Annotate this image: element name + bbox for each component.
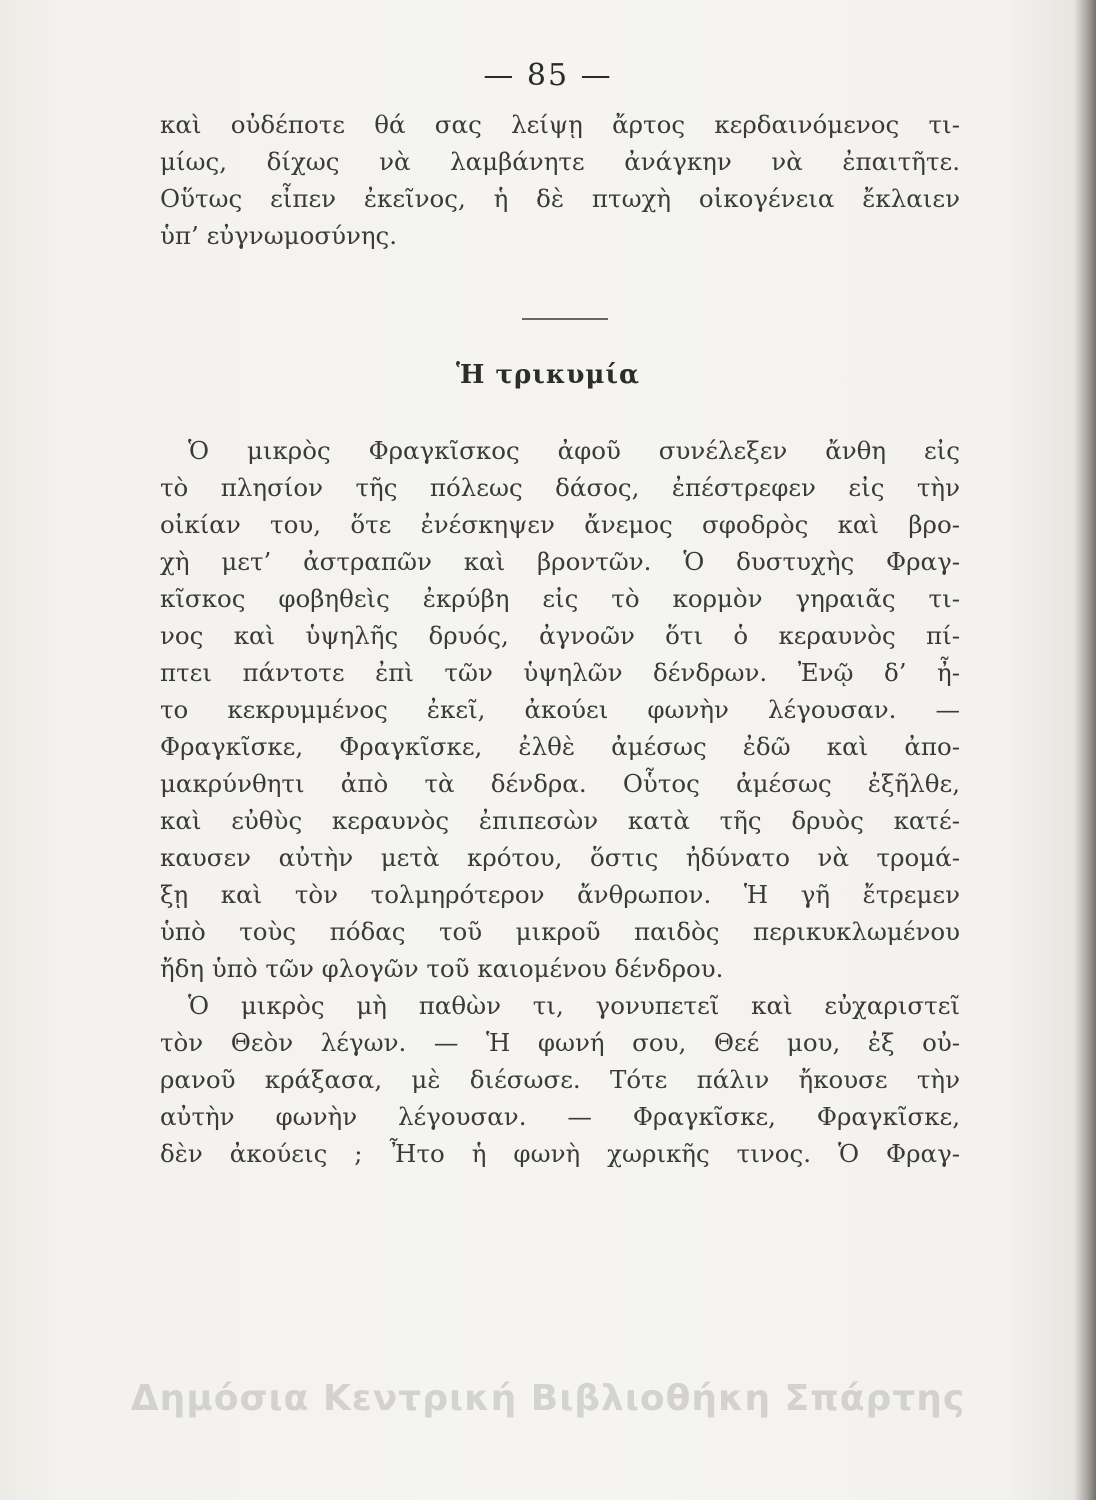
text-line: ξῃ καὶ τὸν τολμηρότερον ἄνθρωπον. Ἡ γῆ ἔτρεμεν	[160, 880, 960, 909]
text-line: νος καὶ ὑψηλῆς δρυός, ἀγνοῶν ὅτι ὁ κεραυνὸς πί-	[160, 621, 960, 650]
text-line: τὸν Θεὸν λέγων. — Ἡ φωνή σου, Θεέ μου, ἐξ οὐ-	[160, 1028, 960, 1057]
text-line: μίως, δίχως νὰ λαμβάνητε ἀνάγκην νὰ ἐπαιτῆτε.	[160, 147, 960, 176]
text-line: ὑπὸ τοὺς πόδας τοῦ μικροῦ παιδὸς περικυκλωμένου	[160, 917, 960, 946]
section-divider	[522, 318, 608, 320]
text-line: ρανοῦ κράξασα, μὲ διέσωσε. Τότε πάλιν ἤκουσε τὴν	[160, 1065, 960, 1094]
body-paragraphs	[160, 432, 960, 1172]
top-paragraph	[160, 106, 960, 254]
text-line: καυσεν αὐτὴν μετὰ κρότου, ὅστις ἠδύνατο νὰ τρομά-	[160, 843, 960, 872]
text-line: ἤδη ὑπὸ τῶν φλογῶν τοῦ καιομένου δένδρου.	[160, 954, 724, 983]
text-line: Οὕτως εἶπεν ἐκεῖνος, ἡ δὲ πτωχὴ οἰκογένεια ἔκλαιεν	[160, 184, 960, 213]
text-line: δὲν ἀκούεις ; Ἦτο ἡ φωνὴ χωρικῆς τινος. Ὁ Φραγ-	[160, 1139, 960, 1168]
section-title: Ἡ τρικυμία	[455, 360, 640, 390]
text-line: χὴ μετ’ ἀστραπῶν καὶ βροντῶν. Ὁ δυστυχὴς Φραγ-	[160, 547, 960, 576]
text-line: πτει πάντοτε ἐπὶ τῶν ὑψηλῶν δένδρων. Ἐνῷ δ’ ἦ-	[160, 658, 960, 687]
text-line: Ὁ μικρὸς μὴ παθὼν τι, γονυπετεῖ καὶ εὐχαριστεῖ	[188, 991, 960, 1020]
page-spine-shadow	[1074, 0, 1096, 1500]
text-line: ὑπ’ εὐγνωμοσύνης.	[160, 221, 398, 250]
text-line: καὶ οὐδέποτε θά σας λείψῃ ἄρτος κερδαινόμενος τι-	[160, 110, 960, 139]
library-watermark: Δημόσια Κεντρική Βιβλιοθήκη Σπάρτης	[130, 1378, 966, 1419]
text-line: το κεκρυμμένος ἐκεῖ, ἀκούει φωνὴν λέγουσαν. —	[160, 695, 960, 724]
text-line: Φραγκῖσκε, Φραγκῖσκε, ἐλθὲ ἀμέσως ἐδῶ καὶ ἀπο-	[160, 732, 960, 761]
text-line: τὸ πλησίον τῆς πόλεως δάσος, ἐπέστρεφεν εἰς τὴν	[160, 473, 960, 502]
text-line: καὶ εὐθὺς κεραυνὸς ἐπιπεσὼν κατὰ τῆς δρυὸς κατέ-	[160, 806, 960, 835]
text-line: μακρύνθητι ἀπὸ τὰ δένδρα. Οὗτος ἀμέσως ἐξῆλθε,	[160, 769, 960, 798]
text-line: οἰκίαν του, ὅτε ἐνέσκηψεν ἄνεμος σφοδρὸς καὶ βρο-	[160, 510, 960, 539]
text-line: Ὁ μικρὸς Φραγκῖσκος ἀφοῦ συνέλεξεν ἄνθη εἰς	[188, 436, 960, 465]
page-number: — 85 —	[483, 58, 613, 93]
text-line: κῖσκος φοβηθεὶς ἐκρύβη εἰς τὸ κορμὸν γηραιᾶς τι-	[160, 584, 960, 613]
text-line: αὐτὴν φωνὴν λέγουσαν. — Φραγκῖσκε, Φραγκῖσκε,	[160, 1102, 960, 1131]
